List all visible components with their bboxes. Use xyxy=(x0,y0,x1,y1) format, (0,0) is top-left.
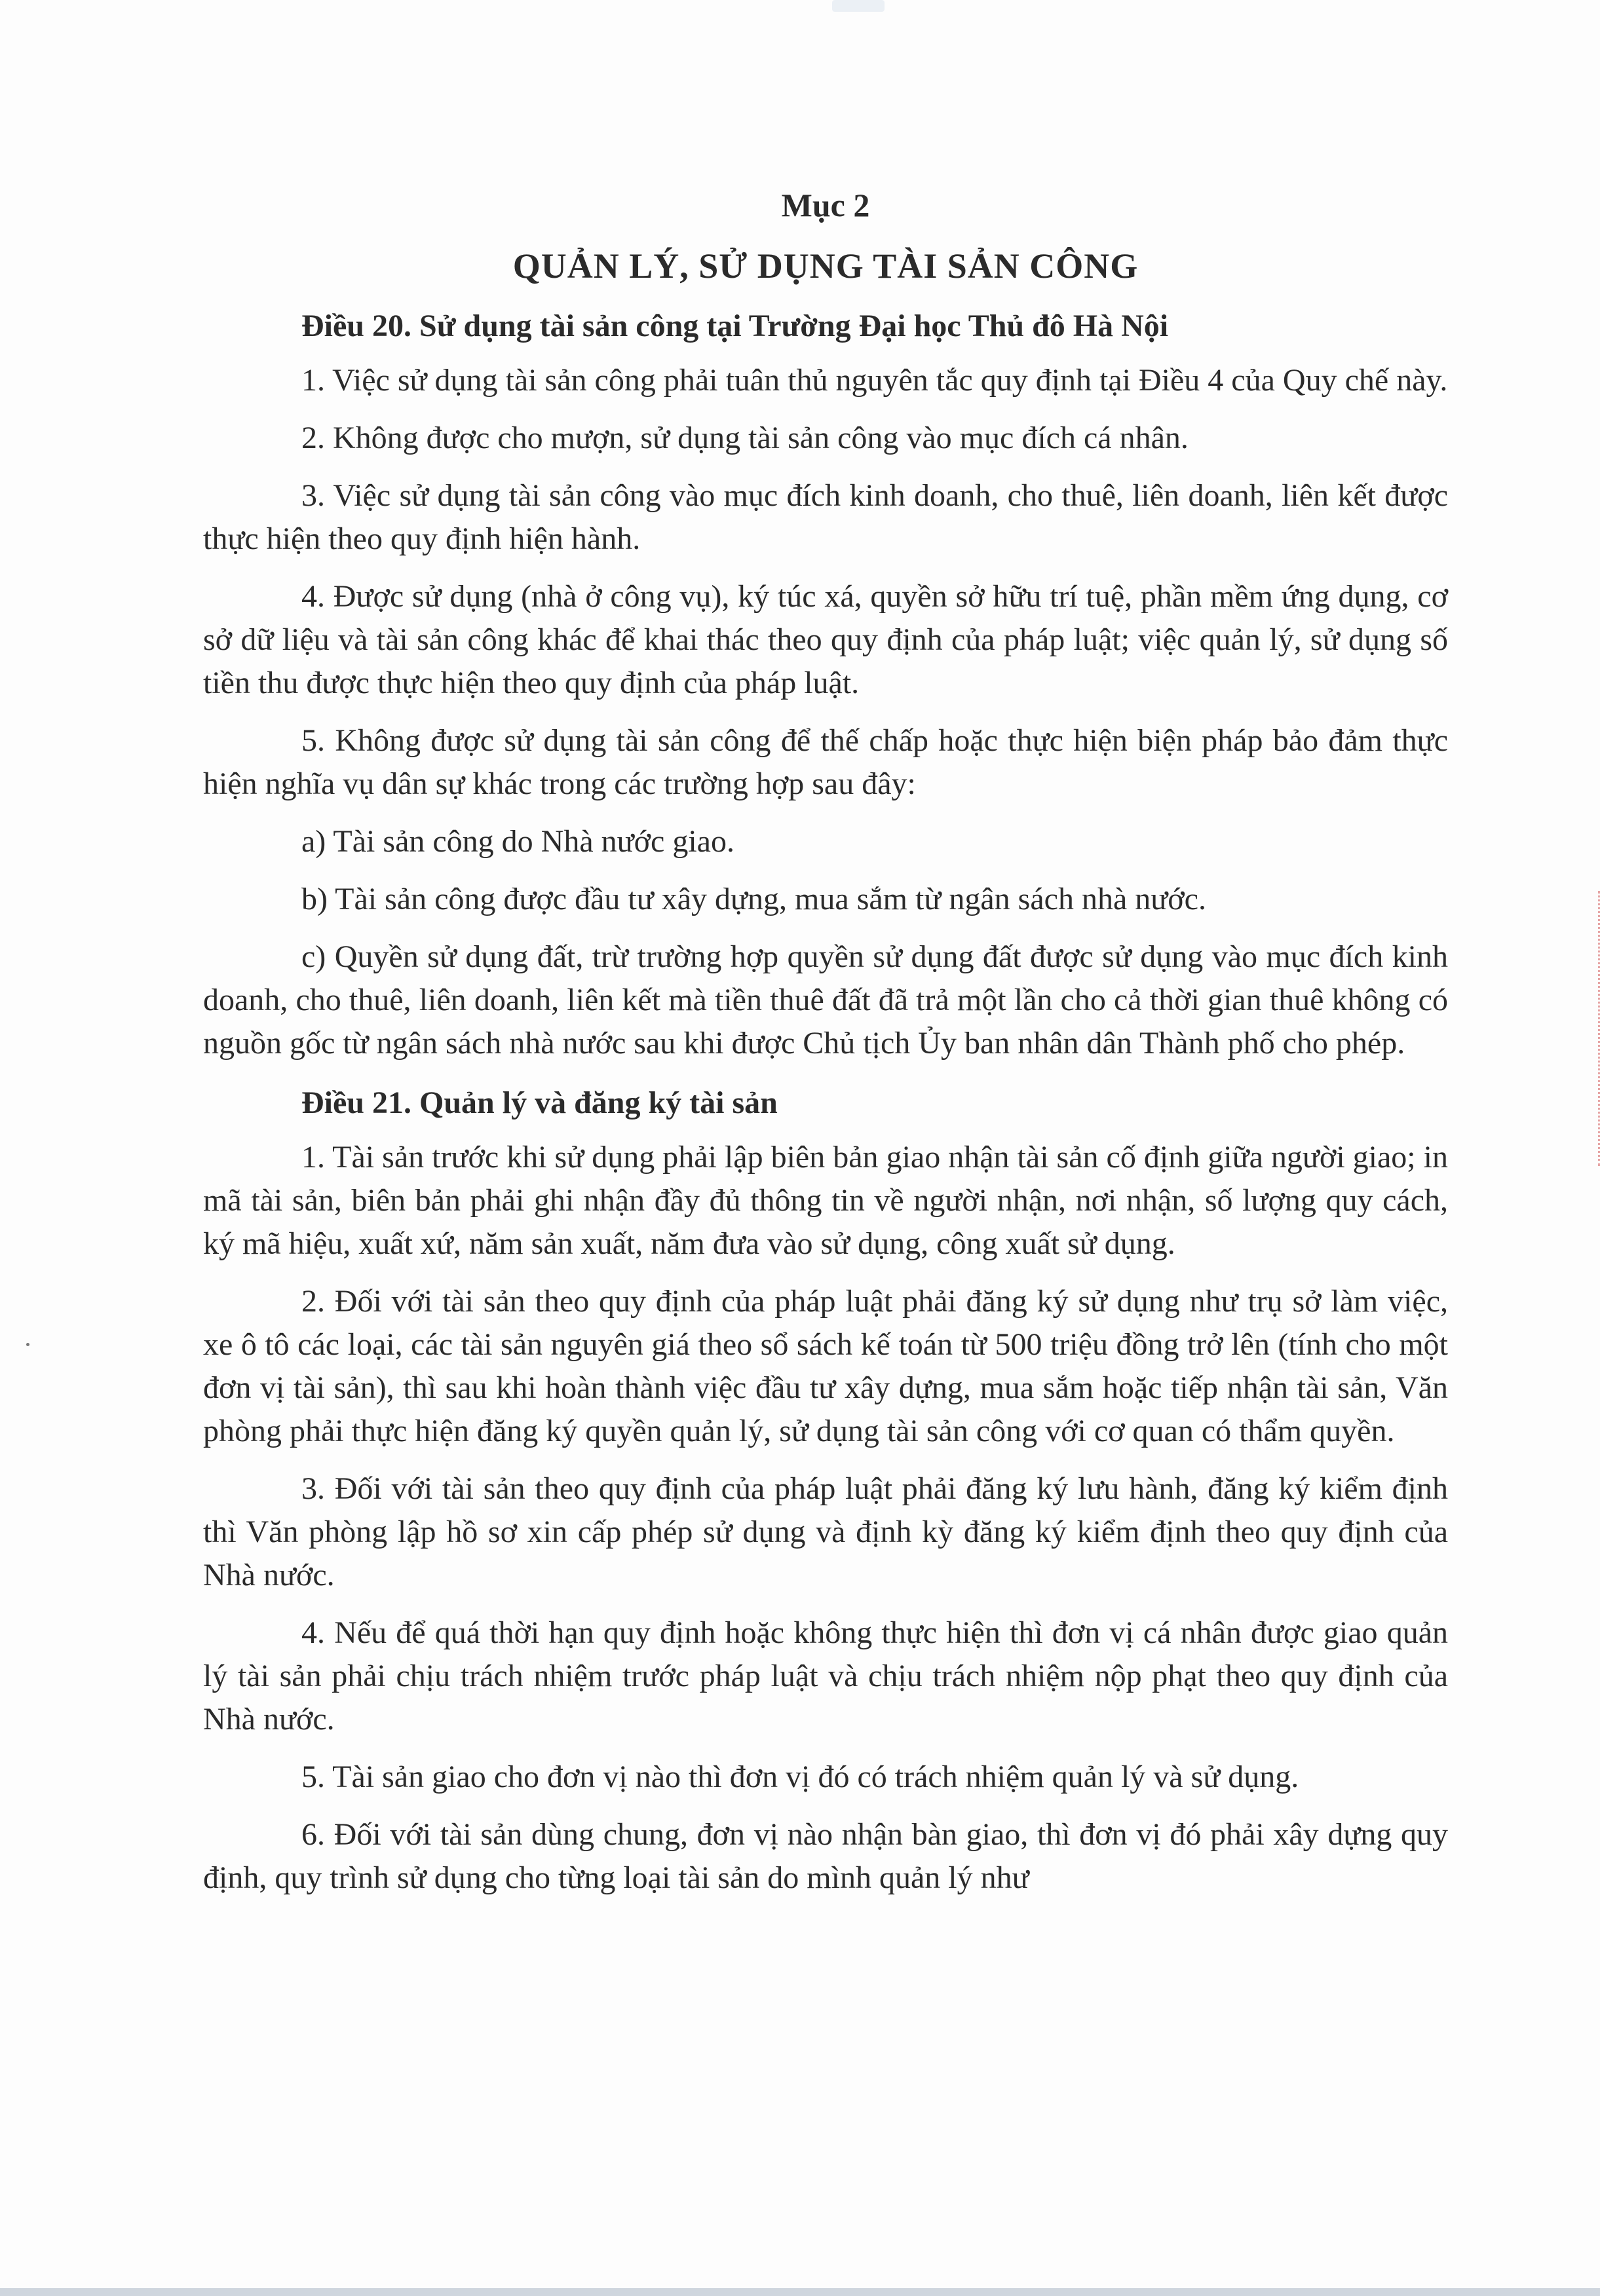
article-21-heading: Điều 21. Quản lý và đăng ký tài sản xyxy=(301,1085,778,1120)
section-label: Mục 2 xyxy=(781,187,870,223)
scan-speck xyxy=(26,1343,29,1346)
article-20-subitem-a: a) Tài sản công do Nhà nước giao. xyxy=(301,824,734,859)
scan-bottom-edge xyxy=(0,2288,1600,2296)
article-21-item-4: 4. Nếu để quá thời hạn quy định hoặc không thực hiện thì đơn vị cá nhân được giao quản lý tài sản phải chịu trách nhiệm trước pháp luật và chịu trách nhiệm nộp phạt theo quy định của Nhà nước. xyxy=(203,1615,1448,1737)
article-20-subitem-b: b) Tài sản công được đầu tư xây dựng, mua sắm từ ngân sách nhà nước. xyxy=(301,882,1206,916)
article-21-item-2: 2. Đối với tài sản theo quy định của pháp luật phải đăng ký sử dụng như trụ sở làm việc, xe ô tô các loại, các tài sản nguyên giá theo sổ sách kế toán từ 500 triệu đồng trở lên (tính cho một đơn vị tài sản), thì sau khi hoàn thành việc đầu tư xây dựng, mua sắm hoặc tiếp nhận tài sản, Văn phòng phải thực hiện đăng ký quyền quản lý, sử dụng tài sản công với cơ quan có thẩm quyền. xyxy=(203,1284,1448,1448)
article-20-item-1: 1. Việc sử dụng tài sản công phải tuân thủ nguyên tắc quy định tại Điều 4 của Quy chế này. xyxy=(301,363,1448,398)
article-21-item-1: 1. Tài sản trước khi sử dụng phải lập biên bản giao nhận tài sản cố định giữa người giao; in mã tài sản, biên bản phải ghi nhận đầy đủ thông tin về người nhận, nơi nhận, số lượng quy cách, ký mã hiệu, xuất xứ, năm sản xuất, năm đưa vào sử dụng, công xuất sử dụng. xyxy=(203,1140,1448,1261)
article-20-item-3: 3. Việc sử dụng tài sản công vào mục đích kinh doanh, cho thuê, liên doanh, liên kết được thực hiện theo quy định hiện hành. xyxy=(203,478,1448,556)
article-20-item-4: 4. Được sử dụng (nhà ở công vụ), ký túc xá, quyền sở hữu trí tuệ, phần mềm ứng dụng, cơ sở dữ liệu và tài sản công khác để khai thác theo quy định của pháp luật; việc quản lý, sử dụng số tiền thu được thực hiện theo quy định của pháp luật. xyxy=(203,579,1448,700)
margin-stamp-mark xyxy=(1588,891,1600,1166)
article-21-item-5: 5. Tài sản giao cho đơn vị nào thì đơn vị đó có trách nhiệm quản lý và sử dụng. xyxy=(301,1760,1299,1794)
article-20-subitem-c: c) Quyền sử dụng đất, trừ trường hợp quyền sử dụng đất được sử dụng vào mục đích kinh doanh, cho thuê, liên doanh, liên kết mà tiền thuê đất đã trả một lần cho cả thời gian thuê không có nguồn gốc từ ngân sách nhà nước sau khi được Chủ tịch Ủy ban nhân dân Thành phố cho phép. xyxy=(203,939,1448,1061)
scan-smudge xyxy=(832,0,885,12)
article-21-item-3: 3. Đối với tài sản theo quy định của pháp luật phải đăng ký lưu hành, đăng ký kiểm định thì Văn phòng lập hồ sơ xin cấp phép sử dụng và định kỳ đăng ký kiểm định theo quy định của Nhà nước. xyxy=(203,1471,1448,1592)
document-body xyxy=(203,176,1448,1914)
article-20-heading: Điều 20. Sử dụng tài sản công tại Trường Đại học Thủ đô Hà Nội xyxy=(301,309,1169,343)
section-title: QUẢN LÝ, SỬ DỤNG TÀI SẢN CÔNG xyxy=(512,246,1139,286)
article-20-item-5: 5. Không được sử dụng tài sản công để thế chấp hoặc thực hiện biện pháp bảo đảm thực hiện nghĩa vụ dân sự khác trong các trường hợp sau đây: xyxy=(203,723,1448,801)
article-21-item-6: 6. Đối với tài sản dùng chung, đơn vị nào nhận bàn giao, thì đơn vị đó phải xây dựng quy định, quy trình sử dụng cho từng loại tài sản do mình quản lý như xyxy=(203,1817,1448,1895)
article-20-item-2: 2. Không được cho mượn, sử dụng tài sản công vào mục đích cá nhân. xyxy=(301,421,1189,455)
